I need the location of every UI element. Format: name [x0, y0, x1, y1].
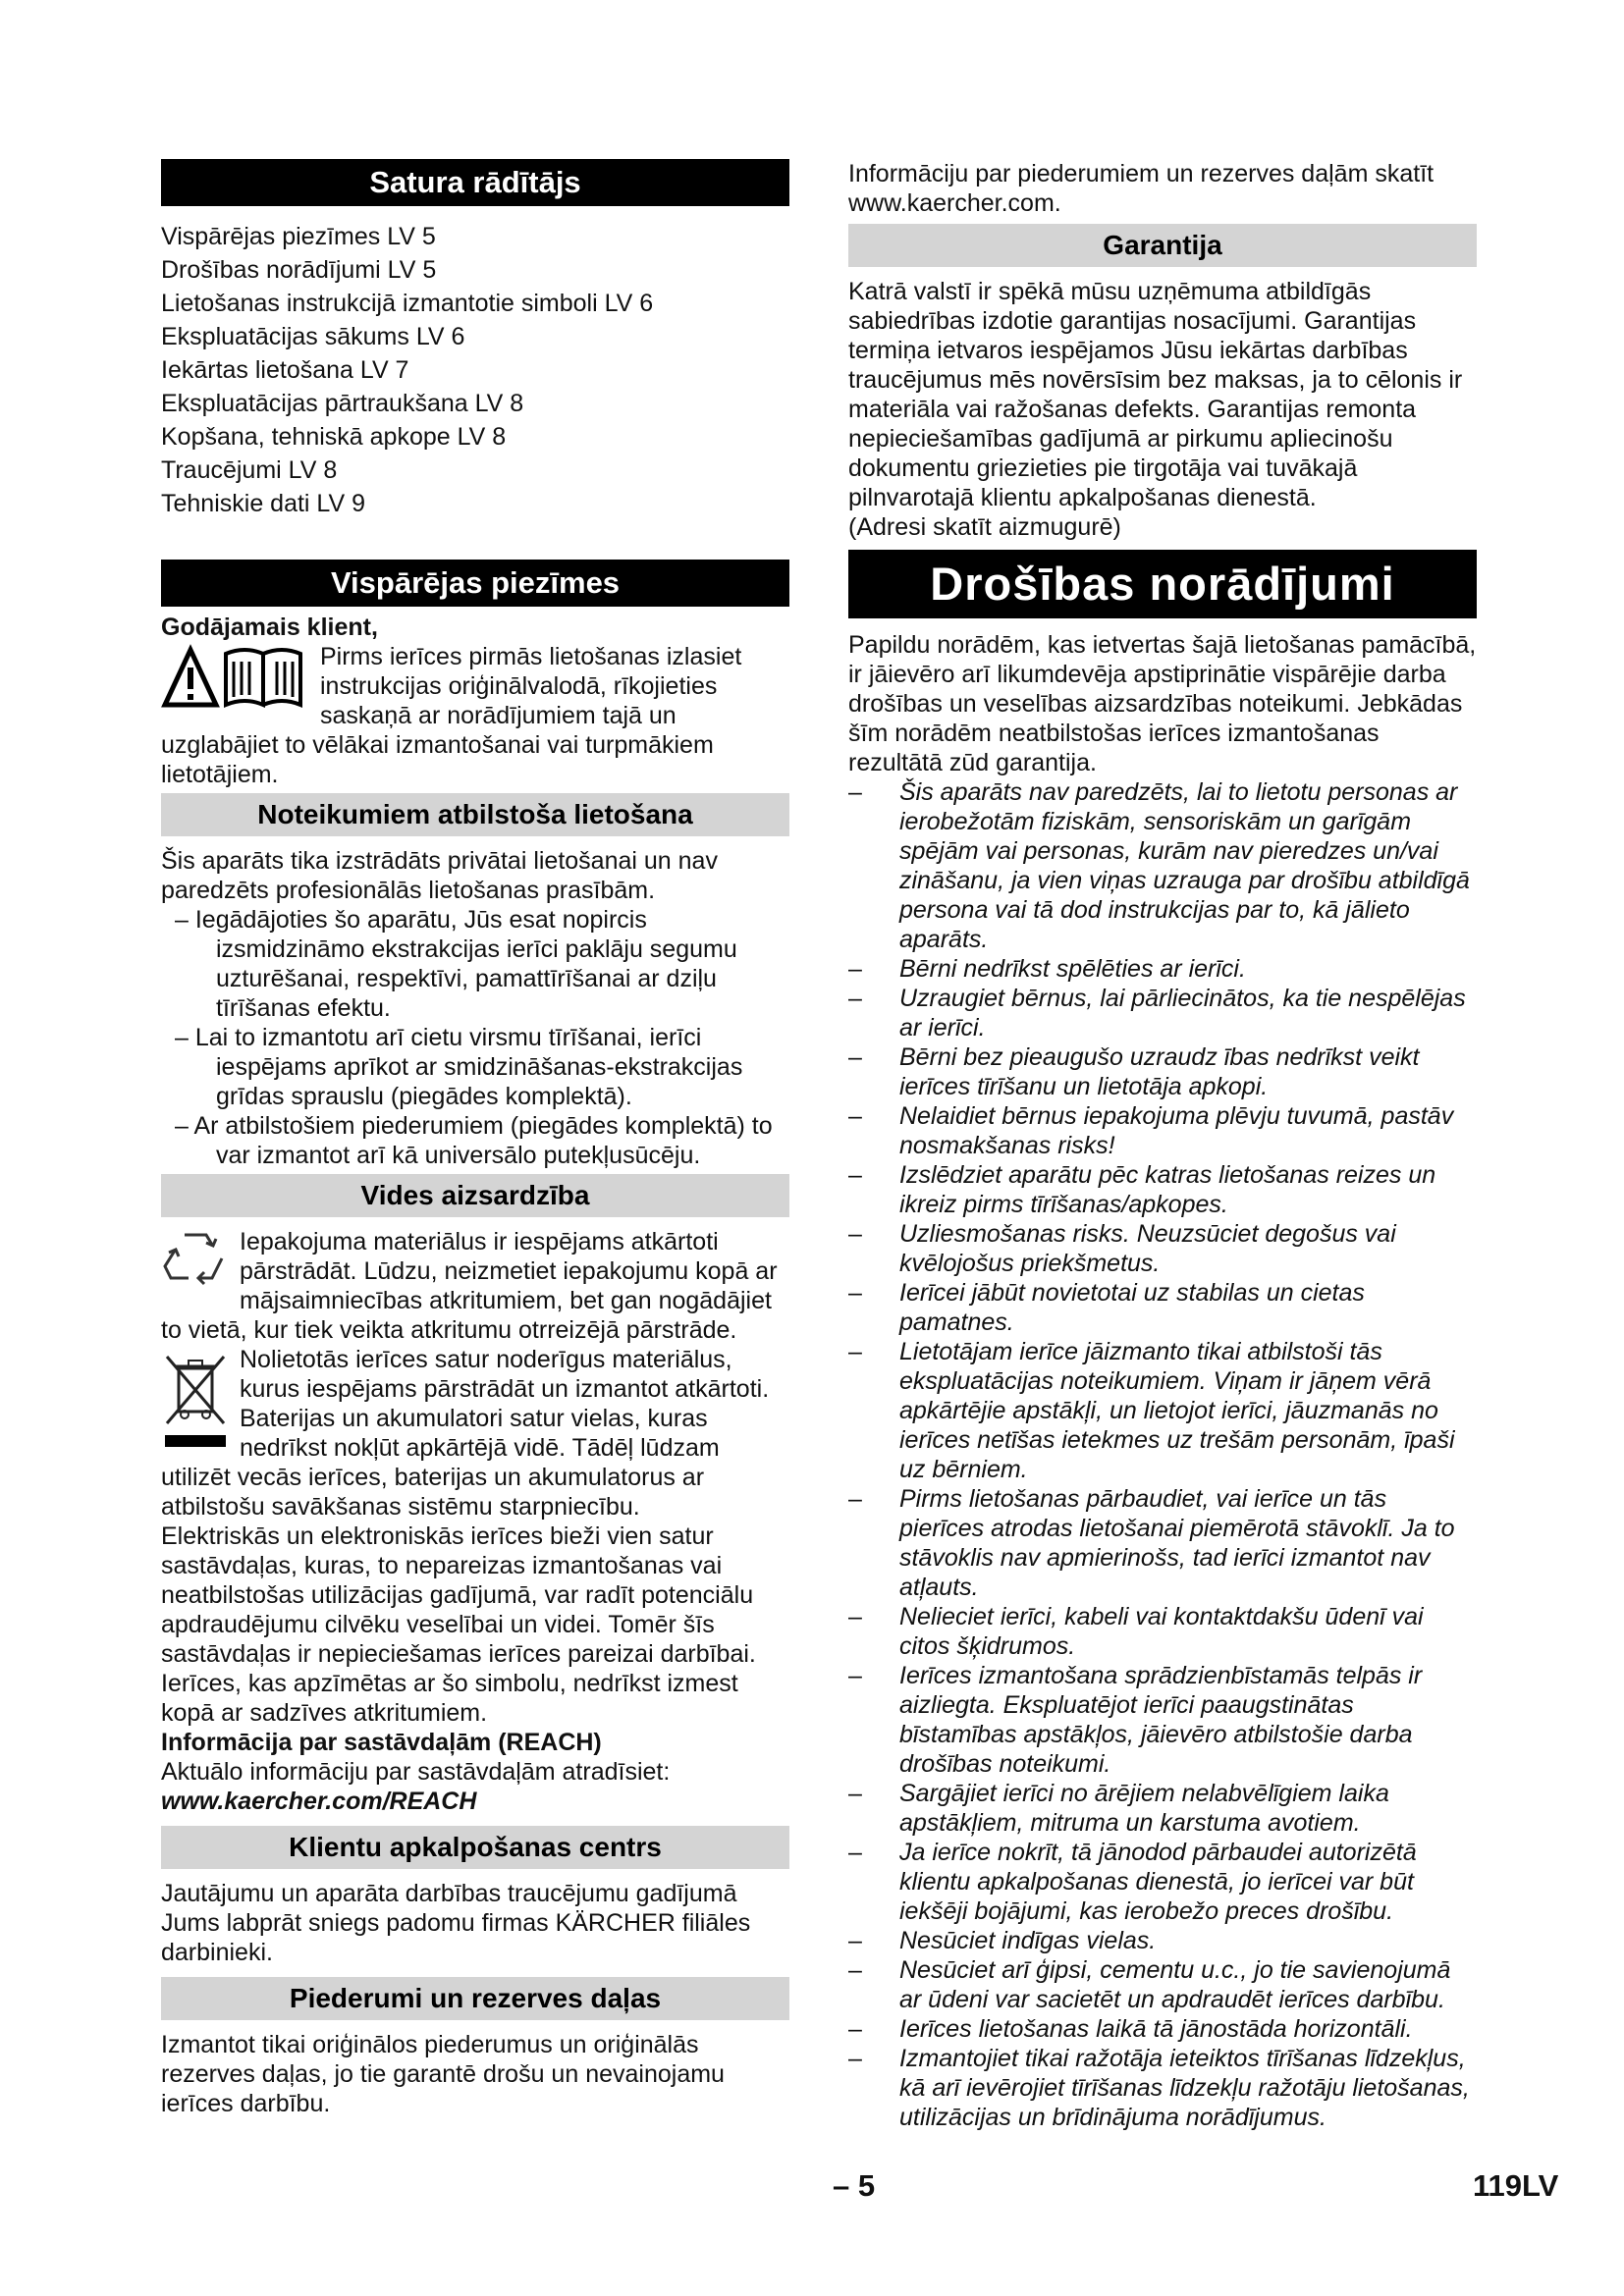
toc-item[interactable]: Ekspluatācijas pārtraukšana LV 8 — [161, 390, 524, 417]
intended-use-text: Šis aparāts tika izstrādāts privātai lietošanai un nav paredzēts profesionālās lietošanas prasībām. — [161, 847, 718, 904]
electrical-text: Elektriskās un elektroniskās ierīces bieži vien satur sastāvdaļas, kuras, to nepareizas izmantošanas vai neatbilstošas utilizācijas gadījumā, var radīt potenciālu apdraudējumu cilvēku veselībai un videi. Tomēr šīs sastāvdaļas ir nepieciešamas ierīces pareizai darbībai. Ierīces, kas apzīmētas ar šo simbolu, nedrīkst izmest kopā ar sadzīves atkritumiem. — [161, 1522, 756, 1727]
safety-item — [848, 1042, 1477, 1101]
safety-item — [848, 2014, 1477, 2044]
safety-item-text: Nesūciet indīgas vielas. — [899, 1927, 1157, 1954]
recycling-icon — [161, 1229, 230, 1297]
safety-item — [848, 984, 1477, 1042]
safety-item — [848, 1484, 1477, 1602]
safety-item-text: Nelaidiet bērnus iepakojuma plēvju tuvumā, pastāv nosmakšanas risks! — [899, 1102, 1454, 1159]
dash: – — [848, 1780, 862, 1807]
dash: – — [848, 2045, 862, 2072]
safety-item-text: Lietotājam ierīce jāizmanto tikai atbilstoši tās ekspluatācijas noteikumiem. Viņam ir jāņem vērā apkārtējie apstākļi, un lietojot ierīci, jāuzmanās no ierīces netīšas ietekmes uz trešām personām, īpaši uz bērniem. — [899, 1338, 1455, 1483]
toc-item[interactable]: Lietošanas instrukcijā izmantotie simboli LV 6 — [161, 290, 654, 317]
page-code: 119LV — [1473, 2168, 1559, 2203]
safety-item — [848, 1337, 1477, 1484]
dash: – — [848, 1043, 862, 1071]
safety-item-text: Nesūciet arī ģipsi, cementu u.c., jo tie savienojumā ar ūdeni var sacietēt un apdraudēt ierīces darbību. — [899, 1956, 1451, 2013]
warranty-text: Katrā valstī ir spēkā mūsu uzņēmuma atbildīgās sabiedrības izdotie garantijas nosacījumi. Garantijas termiņa ietvaros iespējamos Jūsu iekārtas darbības traucējumus mēs novērsīsim bez maksas, ja to cēlonis ir materiāla vai ražošanas defekts. Garantijas remonta nepieciešamības gadījumā ar pirkumu apliecinošu dokumentu griezieties pie tirgotāja vai tuvākajā pilnvarotajā klientu apkalpošanas dienestā. — [848, 278, 1463, 511]
dash: – — [848, 1279, 862, 1307]
dash: – — [848, 1956, 862, 1984]
safety-item — [848, 1101, 1477, 1160]
toc-item[interactable]: Vispārējas piezīmes LV 5 — [161, 223, 436, 250]
safety-item-text: Ierīcei jābūt novietotai uz stabilas un cietas pamatnes. — [899, 1279, 1365, 1336]
safety-item — [848, 777, 1477, 954]
intended-use-item: – Iegādājoties šo aparātu, Jūs esat nopircis izsmidzināmo ekstrakcijas ierīci paklāju segumu uzturēšanai, respektīvi, pamattīrīšanai ar dziļu tīrīšanas efektu. — [175, 906, 737, 1022]
toc-item[interactable]: Iekārtas lietošana LV 7 — [161, 356, 409, 384]
intro-text: Pirms ierīces pirmās lietošanas izlasiet instrukcijas oriģinālvalodā, rīkojieties saskaņā ar norādījumiem tajā un uzglabājiet to vēlākai izmantošanai vai turpmākiem lietotājiem. — [161, 643, 742, 788]
safety-item — [848, 1219, 1477, 1278]
dash: – — [848, 985, 862, 1012]
dash: – — [848, 2015, 862, 2043]
intended-use-title: Noteikumiem atbilstoša lietošana — [161, 793, 789, 836]
table-of-contents — [161, 220, 789, 520]
packaging-text: Iepakojuma materiālus ir iespējams atkārtoti pārstrādāt. Lūdzu, neizmetiet iepakojumu kopā ar mājsaimniecības atkritumiem, bet gan nogādājiet to vietā, kur tiek veikta atkritumu otrreizējā pārstrāde. — [161, 1228, 778, 1344]
safety-item — [848, 1955, 1477, 2014]
old-devices-text: Nolietotās ierīces satur noderīgus materiālus, kurus iespējams pārstrādāt un izmantot atkārtoti. Baterijas un akumulatori satur vielas, kuras nedrīkst nokļūt apkārtējā vidē. Tādēļ lūdzam utilizēt vecās ierīces, baterijas un akumulatorus ar atbilstošu savākšanas sistēmu starpniecību. — [161, 1346, 770, 1521]
safety-item-text: Ierīces izmantošana sprādzienbīstamās telpās ir aizliegta. Ekspluatējot ierīci paaugstinātas bīstamības apstākļos, jāievēro atbilstošie darba drošības noteikumi. — [899, 1662, 1423, 1778]
dash: – — [848, 1220, 862, 1248]
safety-item-text: Ja ierīce nokrīt, tā jānodod pārbaudei autorizētā klientu apkalpošanas dienestā, jo ierīcei var būt iekšēji bojājumi, kas ierobežo preces drošību. — [899, 1839, 1417, 1925]
toc-item[interactable]: Drošības norādījumi LV 5 — [161, 256, 437, 284]
toc-item[interactable]: Ekspluatācijas sākums LV 6 — [161, 323, 465, 350]
dash: – — [848, 955, 862, 983]
toc-item[interactable]: Traucējumi LV 8 — [161, 456, 338, 484]
intended-use-item: – Lai to izmantotu arī cietu virsmu tīrīšanai, ierīci iespējams aprīkot ar smidzināšanas-ekstrakcijas grīdas sprauslu (piegādes komplektā). — [175, 1024, 743, 1110]
general-notes-title: Vispārējas piezīmes — [161, 560, 789, 607]
greeting: Godājamais klient, — [161, 614, 378, 641]
safety-item-text: Pirms lietošanas pārbaudiet, vai ierīce un tās pierīces atrodas lietošanai piemērotā stāvoklī. Ja to stāvoklis nav apmierinošs, tad ierīci izmantot nav atļauts. — [899, 1485, 1455, 1601]
intended-use-item: – Ar atbilstošiem piederumiem (piegādes komplektā) to var izmantot arī kā universālo putekļusūcēju. — [175, 1112, 773, 1169]
safety-intro: Papildu norādēm, kas ietvertas šajā lietošanas pamācībā, ir jāievēro arī likumdevēja apstiprinātie vispārējie darba drošības un veselības aizsardzības noteikumi. Jebkādas šīm norādēm neatbilstošas ierīces izmantošanas rezultātā zūd garantija. — [848, 631, 1477, 776]
toc-item[interactable]: Kopšana, tehniskā apkope LV 8 — [161, 423, 507, 451]
dash: – — [848, 1839, 862, 1866]
dash: – — [848, 1662, 862, 1689]
safety-item — [848, 1661, 1477, 1779]
dash: – — [848, 1102, 862, 1130]
safety-item — [848, 1779, 1477, 1838]
safety-item-text: Uzliesmošanas risks. Neuzsūciet degošus vai kvēlojošus priekšmetus. — [899, 1220, 1396, 1277]
accessories-title: Piederumi un rezerves daļas — [161, 1977, 789, 2020]
safety-item — [848, 1838, 1477, 1926]
safety-item-text: Šis aparāts nav paredzēts, lai to lietotu personas ar ierobežotām fiziskām, sensoriskām un garīgām spējām vai personas, kurām nav pieredzes un/vai zināšanu, ja vien viņas uzrauga par drošību atbildīgā persona vai tā dod instrukcijas par to, kā jālieto aparāts. — [899, 778, 1470, 953]
safety-item-text: Bērni nedrīkst spēlēties ar ierīci. — [899, 955, 1246, 983]
safety-item-text: Nelieciet ierīci, kabeli vai kontaktdakšu ūdenī vai citos šķidrumos. — [899, 1603, 1424, 1660]
safety-item — [848, 1278, 1477, 1337]
dash: – — [848, 1485, 862, 1513]
dash: – — [848, 1603, 862, 1630]
dash: – — [848, 1161, 862, 1189]
safety-title: Drošības norādījumi — [848, 550, 1477, 618]
safety-item — [848, 954, 1477, 984]
safety-item — [848, 1926, 1477, 1955]
customer-service-title: Klientu apkalpošanas centrs — [161, 1826, 789, 1869]
reach-title: Informācija par sastāvdaļām (REACH) — [161, 1729, 602, 1756]
accessories-info-text: Informāciju par piederumiem un rezerves daļām skatīt www.kaercher.com. — [848, 160, 1435, 217]
safety-item-text: Izslēdziet aparātu pēc katras lietošanas reizes un ikreiz pirms tīrīšanas/apkopes. — [899, 1161, 1436, 1218]
page-number: – 5 — [833, 2168, 876, 2203]
environment-title: Vides aizsardzība — [161, 1174, 789, 1217]
safety-item-text: Ierīces lietošanas laikā tā jānostāda horizontāli. — [899, 2015, 1413, 2043]
safety-item — [848, 1160, 1477, 1219]
left-column — [161, 159, 789, 2118]
warning-manual-icon — [161, 644, 310, 720]
dash: – — [848, 778, 862, 806]
reach-text: Aktuālo informāciju par sastāvdaļām atradīsiet: — [161, 1758, 671, 1786]
customer-service-text: Jautājumu un aparāta darbības traucējumu gadījumā Jums labprāt sniegs padomu firmas KÄRCHER filiāles darbinieki. — [161, 1880, 751, 1966]
safety-item-text: Uzraugiet bērnus, lai pārliecinātos, ka tie nespēlējas ar ierīci. — [899, 985, 1466, 1041]
crossed-bin-icon — [161, 1353, 230, 1458]
reach-link[interactable]: www.kaercher.com/REACH — [161, 1788, 477, 1815]
safety-item — [848, 2044, 1477, 2132]
right-column — [848, 159, 1477, 2132]
dash: – — [848, 1927, 862, 1954]
safety-item-text: Bērni bez pieaugušo uzraudz ības nedrīkst veikt ierīces tīrīšanu un lietotāja apkopi. — [899, 1043, 1420, 1100]
warranty-title: Garantija — [848, 224, 1477, 267]
toc-title: Satura rādītājs — [161, 159, 789, 206]
toc-item[interactable]: Tehniskie dati LV 9 — [161, 490, 365, 517]
safety-item-text: Sargājiet ierīci no ārējiem nelabvēlīgiem laika apstākļiem, mitruma un karstuma avotiem. — [899, 1780, 1389, 1837]
warranty-address: (Adresi skatīt aizmugurē) — [848, 513, 1121, 541]
dash: – — [848, 1338, 862, 1365]
safety-item-text: Izmantojiet tikai ražotāja ieteiktos tīrīšanas līdzekļus, kā arī ievērojiet tīrīšanas līdzekļu ražotāju lietošanas, utilizācijas un brīdinājuma norādījumus. — [899, 2045, 1470, 2131]
safety-item — [848, 1602, 1477, 1661]
accessories-text: Izmantot tikai oriģinālos piederumus un oriģinālās rezerves daļas, jo tie garantē drošu un nevainojamu ierīces darbību. — [161, 2031, 725, 2117]
